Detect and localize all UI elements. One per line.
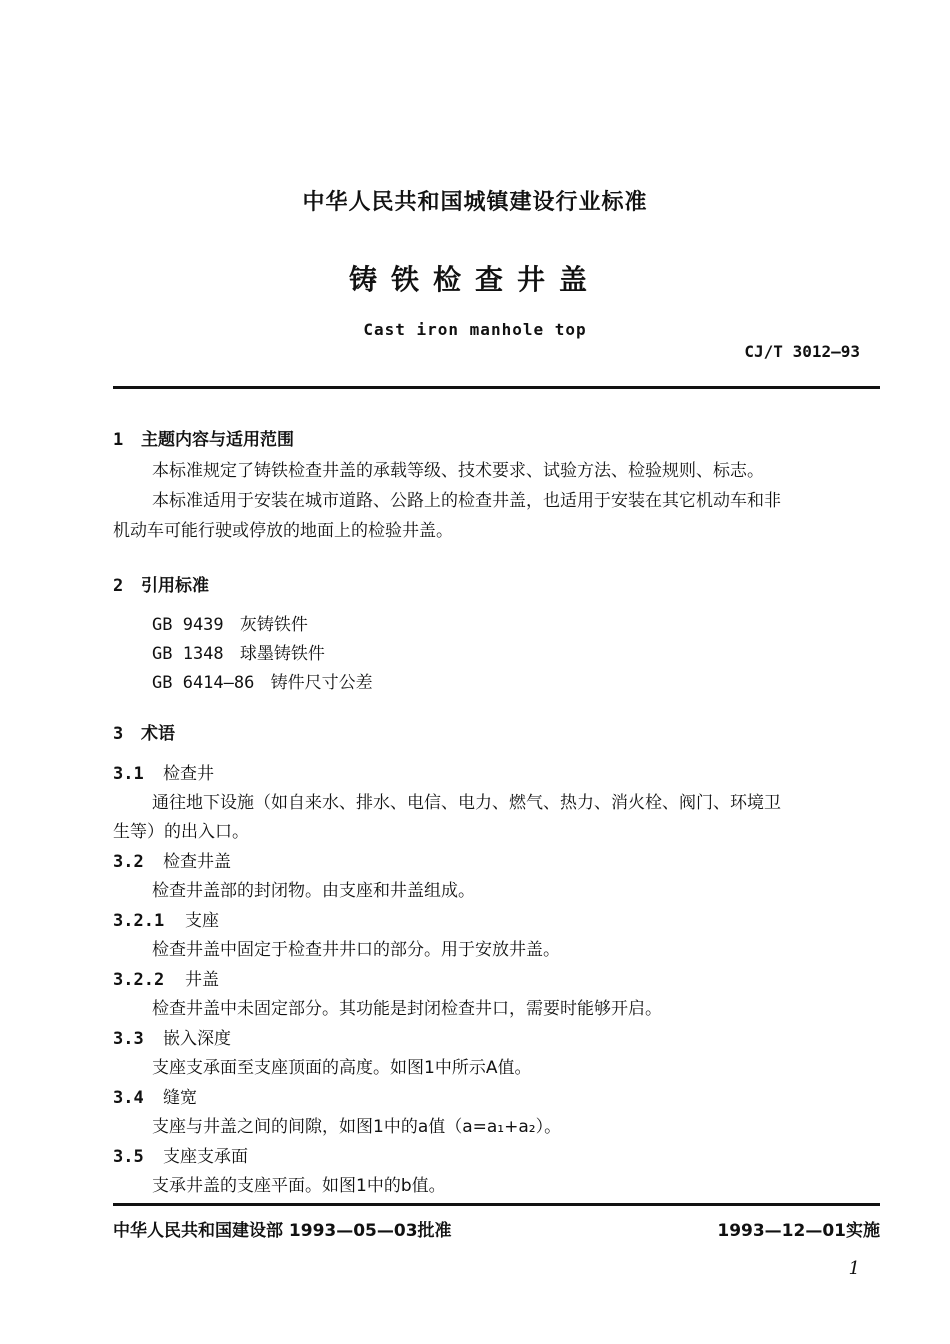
term-3-5 (113, 1142, 248, 1167)
standard-code: CJ/T 3012—93 (744, 342, 860, 361)
term-name: 支座 (185, 911, 219, 931)
header-divider (113, 386, 880, 389)
term-number: 3.2.1 (113, 911, 165, 931)
term-3-1 (113, 759, 214, 784)
term-definition: 支座与井盖之间的间隙，如图1中的a值（a=a₁+a₂）。 (152, 1117, 562, 1137)
term-definition: 支座支承面至支座顶面的高度。如图1中所示A值。 (152, 1058, 532, 1078)
term-3-2 (113, 847, 231, 872)
section-1-heading (113, 425, 294, 450)
term-definition: 检查井盖中固定于检查井井口的部分。用于安放井盖。 (152, 940, 560, 960)
section-1-para-1: 本标准规定了铸铁检查井盖的承载等级、技术要求、试验方法、检验规则、标志。 (152, 461, 764, 481)
section-number: 2 (113, 576, 124, 596)
term-definition: 支承井盖的支座平面。如图1中的b值。 (152, 1176, 446, 1196)
section-1-para-2a: 本标准适用于安装在城市道路、公路上的检查井盖，也适用于安装在其它机动车和非 (152, 491, 781, 511)
reference-item (152, 668, 373, 693)
term-3-2-1 (113, 906, 219, 931)
section-1-para-2b: 机动车可能行驶或停放的地面上的检验井盖。 (113, 521, 453, 541)
term-name: 检查井盖 (163, 852, 231, 872)
term-name: 井盖 (185, 970, 219, 990)
section-title: 术语 (141, 724, 175, 744)
reference-id: GB 6414—86 (152, 673, 255, 693)
term-number: 3.2 (113, 852, 144, 872)
section-title: 引用标准 (141, 576, 209, 596)
term-3-3 (113, 1024, 231, 1049)
section-number: 1 (113, 430, 124, 450)
approval-line: 中华人民共和国建设部 1993—05—03批准 (113, 1221, 452, 1241)
term-definition-cont: 生等）的出入口。 (113, 822, 249, 842)
term-definition: 检查井盖部的封闭物。由支座和井盖组成。 (152, 881, 475, 901)
term-definition: 检查井盖中未固定部分。其功能是封闭检查井口，需要时能够开启。 (152, 999, 662, 1019)
page-number: 1 (848, 1258, 860, 1279)
term-number: 3.5 (113, 1147, 144, 1167)
term-name: 检查井 (163, 764, 214, 784)
section-title: 主题内容与适用范围 (141, 430, 294, 450)
section-3-heading (113, 719, 175, 744)
english-title: Cast iron manhole top (363, 320, 587, 339)
effective-date: 1993—12—01实施 (717, 1221, 880, 1241)
footer-divider (113, 1203, 880, 1206)
section-number: 3 (113, 724, 124, 744)
reference-item (152, 610, 308, 635)
term-number: 3.2.2 (113, 970, 165, 990)
reference-name: 铸件尺寸公差 (270, 673, 373, 693)
reference-name: 球墨铸铁件 (239, 644, 325, 664)
term-number: 3.4 (113, 1088, 144, 1108)
term-3-4 (113, 1083, 197, 1108)
document-title: 铸铁检查井盖 (348, 263, 601, 296)
term-name: 支座支承面 (163, 1147, 248, 1167)
term-definition: 通往地下设施（如自来水、排水、电信、电力、燃气、热力、消火栓、阀门、环境卫 (152, 793, 781, 813)
term-number: 3.3 (113, 1029, 144, 1049)
reference-name: 灰铸铁件 (239, 615, 308, 635)
term-3-2-2 (113, 965, 219, 990)
term-number: 3.1 (113, 764, 144, 784)
reference-id: GB 9439 (152, 615, 224, 635)
section-2-heading (113, 571, 209, 596)
term-name: 嵌入深度 (163, 1029, 231, 1049)
reference-item (152, 639, 325, 664)
term-name: 缝宽 (163, 1088, 197, 1108)
issuing-body: 中华人民共和国城镇建设行业标准 (302, 190, 648, 215)
reference-id: GB 1348 (152, 644, 224, 664)
